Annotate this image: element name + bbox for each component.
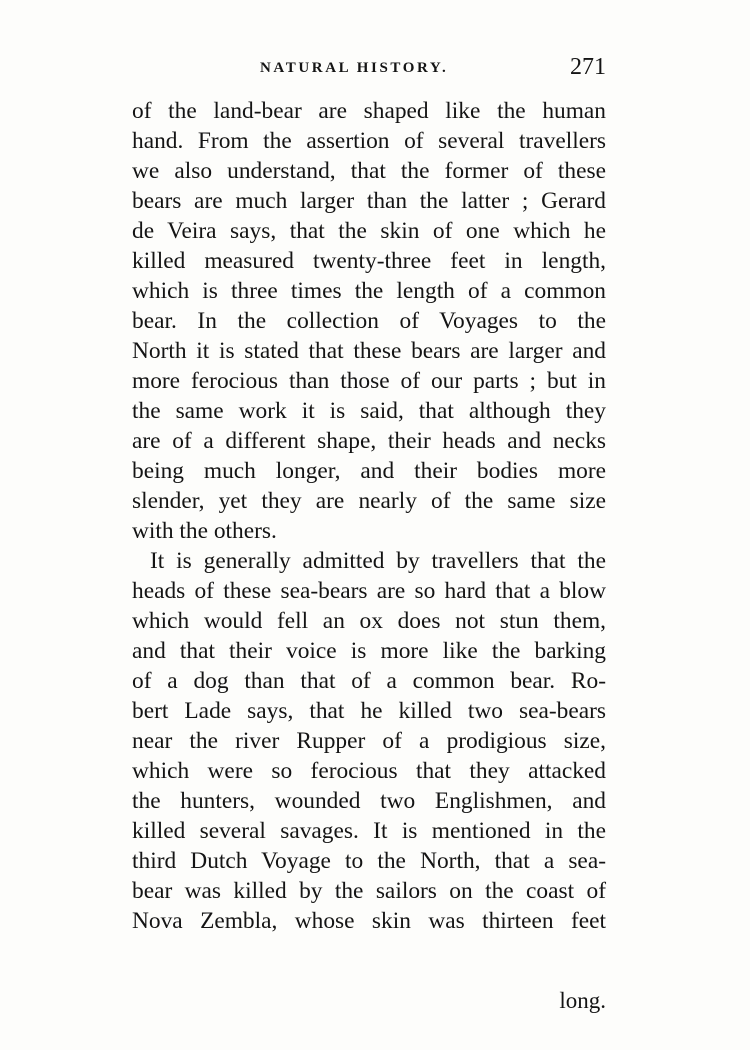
text-line: bear was killed by the sailors on the coast of xyxy=(132,878,606,904)
text-line: bear. In the collection of Voyages to the xyxy=(132,308,606,334)
text-line: which would fell an ox does not stun them, xyxy=(132,608,606,634)
text-line: third Dutch Voyage to the North, that a sea- xyxy=(132,848,606,874)
text-line: are of a different shape, their heads and necks xyxy=(132,428,606,454)
text-line: bears are much larger than the latter ; Gerard xyxy=(132,188,606,214)
text-line: more ferocious than those of our parts ; but in xyxy=(132,368,606,394)
text-line: hand. From the assertion of several travellers xyxy=(132,128,606,154)
running-head xyxy=(130,54,606,84)
text-line: the hunters, wounded two Englishmen, and xyxy=(132,788,606,814)
text-line: bert Lade says, that he killed two sea-bears xyxy=(132,698,606,724)
body-text xyxy=(132,96,606,936)
text-line: near the river Rupper of a prodigious size, xyxy=(132,728,606,754)
text-line: Nova Zembla, whose skin was thirteen feet xyxy=(132,908,606,934)
text-line: It is generally admitted by travellers that the xyxy=(150,548,606,574)
text-line: being much longer, and their bodies more xyxy=(132,458,606,484)
text-line: we also understand, that the former of these xyxy=(132,158,606,184)
page-number: 271 xyxy=(570,54,606,80)
text-line: of a dog than that of a common bear. Ro- xyxy=(132,668,606,694)
text-line: killed several savages. It is mentioned in the xyxy=(132,818,606,844)
text-line: heads of these sea-bears are so hard that a blow xyxy=(132,578,606,604)
running-title: NATURAL HISTORY. xyxy=(260,60,449,76)
text-line: which were so ferocious that they attacked xyxy=(132,758,606,784)
text-line: de Veira says, that the skin of one which he xyxy=(132,218,606,244)
text-line: and that their voice is more like the barking xyxy=(132,638,606,664)
text-line: the same work it is said, that although they xyxy=(132,398,606,424)
text-line: killed measured twenty-three feet in length, xyxy=(132,248,606,274)
text-line: North it is stated that these bears are larger and xyxy=(132,338,606,364)
text-line: slender, yet they are nearly of the same size xyxy=(132,488,606,514)
text-line: which is three times the length of a common xyxy=(132,278,606,304)
catchword: long. xyxy=(559,988,606,1013)
text-line: with the others. xyxy=(132,518,277,544)
text-line: of the land-bear are shaped like the human xyxy=(132,98,606,124)
